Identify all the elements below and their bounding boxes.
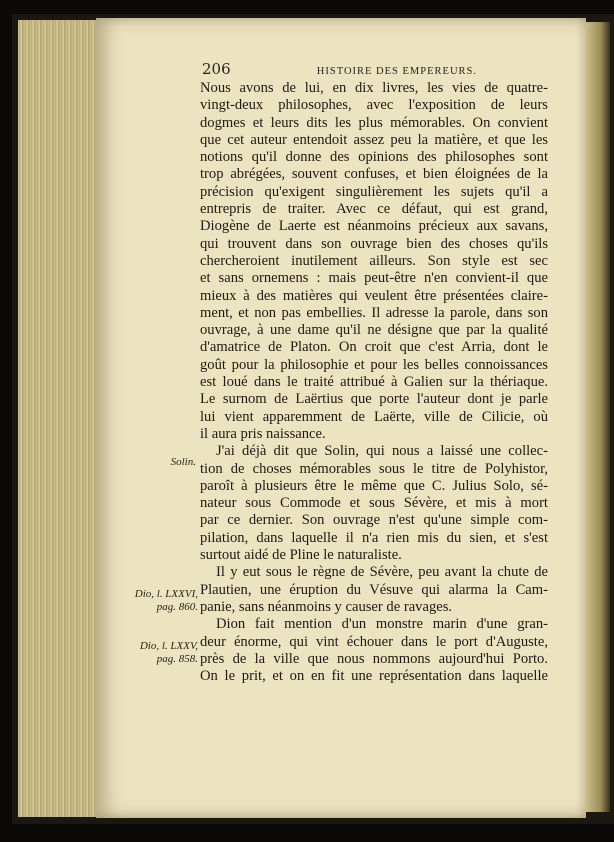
paragraph-monstre-marin	[200, 616, 548, 685]
text-line: Dion fait mention d'un monstre marin d'une gran-	[216, 616, 548, 633]
text-line: pilation, dans laquelle il n'a rien mis du sien, et s'est	[200, 529, 548, 546]
text-line: entrepris de traiter. Avec ce défaut, qui est grand,	[200, 201, 548, 218]
text-line: Le surnom de Laërtius que porte l'auteur dont je parle	[200, 391, 548, 408]
text-line: goût pour la philosophie et pour les belles connoissances	[200, 356, 548, 373]
text-line: et sans ornemens : mais peut-être n'en convient-il que	[200, 270, 548, 287]
margin-note-line: pag. 860.	[156, 601, 198, 613]
text-body	[200, 80, 548, 685]
text-line: par ce dernier. Son ouvrage n'est qu'une simple com-	[200, 512, 548, 529]
text-line: ment, et non pas embellies. Il adresse la parole, dans son	[200, 304, 548, 321]
text-line: qui trouvent dans son ouvrage bien des choses qu'ils	[200, 235, 548, 252]
text-line: ouvrage, à une dame qu'il ne désigne que par la qualité	[200, 322, 548, 339]
paragraph-solin	[200, 443, 548, 564]
text-line: On le prit, et on en fit une représentation dans laquelle	[200, 668, 548, 685]
margin-note-line: Solin.	[170, 456, 196, 468]
text-line: que cet auteur entendoit assez peu la matière, et que les	[200, 131, 548, 148]
margin-note-line: pag. 858.	[156, 653, 198, 665]
paragraph-vesuve	[200, 564, 548, 616]
text-line: Diogène de Laerte est néanmoins précieux aux savans,	[200, 218, 548, 235]
text-line: surtout aidé de Pline le naturaliste.	[200, 547, 402, 564]
text-line: panie, sans néanmoins y causer de ravages.	[200, 598, 453, 615]
text-line: notions qu'il donne des opinions des philosophes sont	[200, 149, 548, 166]
text-line: mieux à des matières qui veulent être présentées claire-	[200, 287, 548, 304]
margin-note-line: Dio, l. LXXVI,	[134, 588, 198, 600]
text-line: précision qu'exigent singulièrement les sujets qu'il a	[200, 183, 548, 200]
page-right-edge	[586, 22, 610, 812]
text-line: paroît à plusieurs être le même que C. Julius Solo, sé-	[200, 477, 548, 494]
page-edges	[18, 20, 100, 817]
text-line: vingt-deux philosophes, avec l'exposition de leurs	[200, 97, 548, 114]
text-line: Nous avons de lui, en dix livres, les vies de quatre-	[200, 80, 548, 96]
margin-note-solin	[126, 456, 196, 469]
text-line: deur énorme, qui vint échouer dans le port d'Auguste,	[200, 633, 548, 650]
text-line: est loué dans le traité attribué à Galien sur la thériaque.	[200, 374, 548, 391]
text-line: dogmes et leurs dits les plus mémorables. On convient	[200, 114, 548, 131]
text-line: d'amatrice de Platon. On croit que c'est Arria, dont le	[200, 339, 548, 356]
text-line: chercheroient inutilement ailleurs. Son style est sec	[200, 252, 548, 269]
page-number: 206	[202, 60, 231, 78]
margin-note-dio-75	[128, 640, 198, 666]
running-title: HISTOIRE DES EMPEREURS.	[316, 66, 477, 77]
text-line: J'ai déjà dit que Solin, qui nous a laissé une collec-	[216, 443, 548, 460]
text-line: nateur sous Commode et sous Sévère, et mis à mort	[200, 495, 548, 512]
margin-note-line: Dio, l. LXXV,	[139, 640, 198, 652]
margin-note-dio-76	[128, 588, 198, 614]
page-header	[202, 60, 477, 82]
text-line: tion de choses mémorables sous le titre de Polyhistor,	[200, 460, 548, 477]
text-line: Il y eut sous le règne de Sévère, peu avant la chute de	[216, 564, 548, 581]
text-line: il aura pris naissance.	[200, 425, 326, 442]
text-line: Plautien, une éruption du Vésuve qui alarma la Cam-	[200, 581, 548, 598]
paragraph-diogene	[200, 80, 548, 443]
text-line: trop abrégées, souvent confuses, et bien éloignées de la	[200, 166, 548, 183]
text-line: près de la ville que nous nommons aujourd'hui Porto.	[200, 650, 548, 667]
text-line: lui vient apparemment de Laërte, ville de Cilicie, où	[200, 408, 548, 425]
